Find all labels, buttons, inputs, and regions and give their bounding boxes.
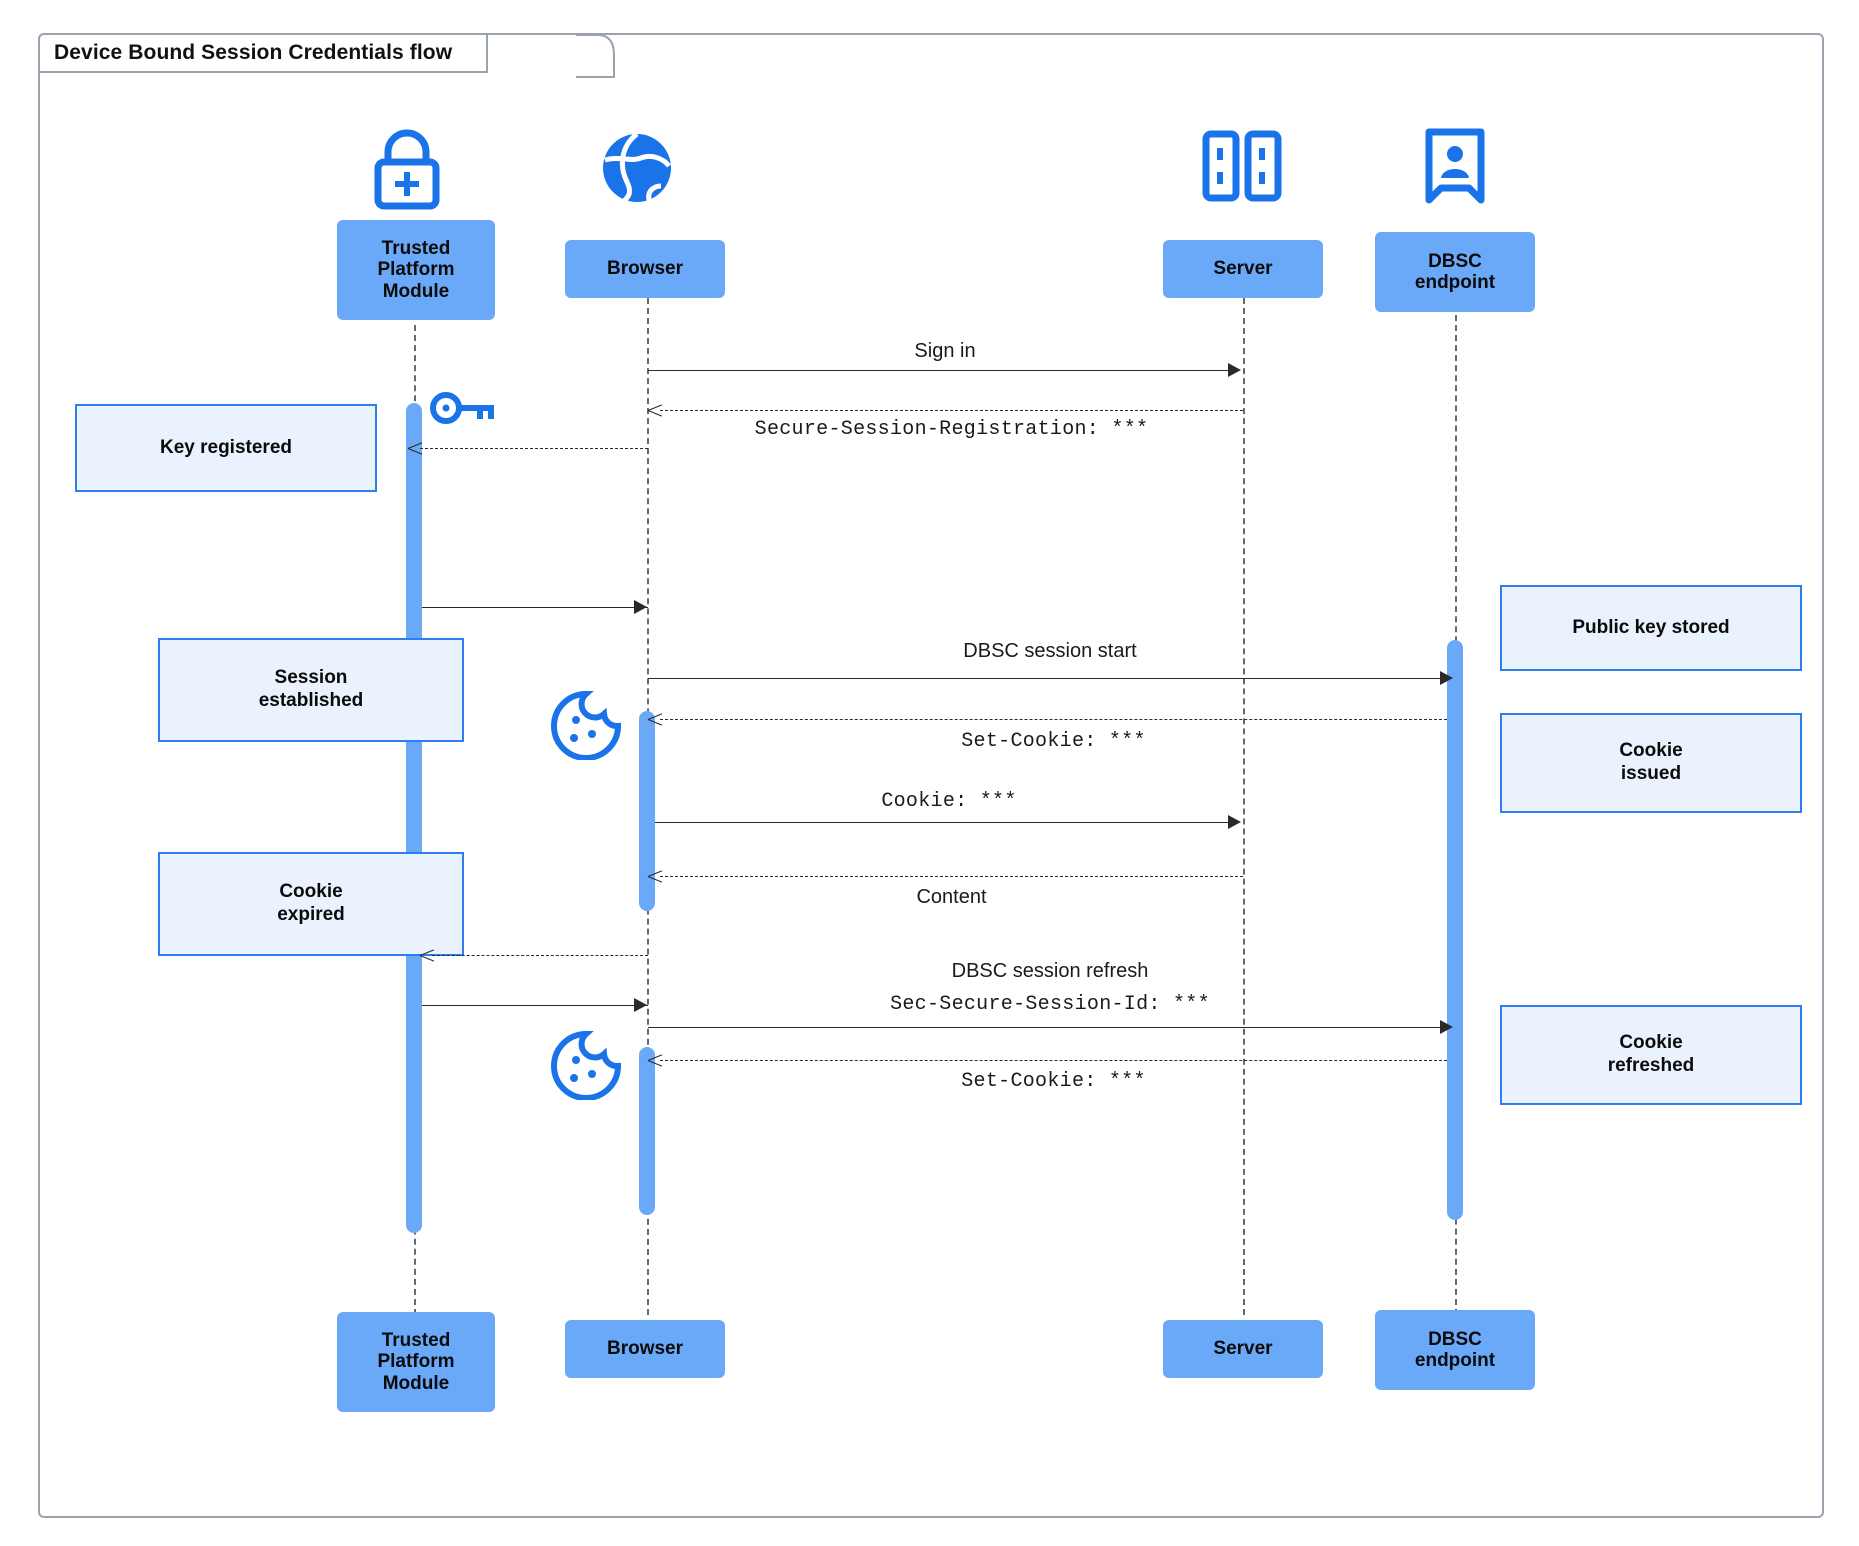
- activation-tpm: [406, 403, 422, 1233]
- arrowhead-right: [1440, 671, 1453, 685]
- note-label-line: Cookie: [1619, 1032, 1683, 1054]
- arrowhead-open-left: [648, 1053, 662, 1067]
- message-label-set-cookie-1: Set-Cookie: ***: [961, 730, 1146, 753]
- badge-icon: [1423, 128, 1487, 204]
- note-label-line: refreshed: [1607, 1055, 1695, 1076]
- participant-label: Server: [1213, 258, 1273, 280]
- message-line-cookie: [655, 822, 1228, 823]
- participant-label-line: Platform: [377, 259, 455, 281]
- message-line-to-tpm-register: [420, 448, 648, 449]
- note-cookie-issued: [1500, 713, 1802, 813]
- message-line-browser-to-tpm: [432, 955, 648, 956]
- participant-label-line: Module: [382, 280, 450, 302]
- arrowhead-open-left: [648, 712, 662, 726]
- participant-tpm-bottom[interactable]: [337, 1312, 495, 1412]
- participant-browser-top[interactable]: [565, 240, 725, 298]
- note-label-line: established: [258, 690, 364, 711]
- message-label-content: Content: [916, 886, 987, 908]
- note-public-key-stored: [1500, 585, 1802, 671]
- message-line-sign-in: [648, 370, 1228, 371]
- lock-icon: [368, 128, 446, 210]
- note-label-line: expired: [277, 904, 345, 925]
- note-label: Public key stored: [1572, 616, 1730, 638]
- frame-tab-notch: [576, 33, 616, 79]
- message-line-tpm-to-browser: [422, 607, 648, 608]
- participant-dbsc-top[interactable]: [1375, 232, 1535, 312]
- key-icon: [430, 385, 500, 431]
- cookie-icon: [550, 690, 622, 760]
- message-label-sec-secure-session-id: Sec-Secure-Session-Id: ***: [890, 993, 1210, 1016]
- message-line-set-cookie-2: [660, 1060, 1447, 1061]
- message-label-secure-session-registration: Secure-Session-Registration: ***: [754, 418, 1149, 441]
- participant-label-line: endpoint: [1414, 1350, 1496, 1371]
- note-cookie-refreshed: [1500, 1005, 1802, 1105]
- activation-dbsc: [1447, 640, 1463, 1220]
- participant-server-top[interactable]: [1163, 240, 1323, 298]
- arrowhead-open-left: [648, 403, 662, 417]
- note-label-line: Cookie: [279, 881, 343, 903]
- participant-label-line: Trusted: [381, 1330, 451, 1352]
- participant-label-line: Trusted: [381, 238, 451, 260]
- lifeline-server: [1243, 278, 1245, 1315]
- arrowhead-right: [1228, 815, 1241, 829]
- participant-label: Browser: [606, 1338, 684, 1360]
- participant-label-line: DBSC: [1428, 1328, 1482, 1350]
- arrowhead-right: [1440, 1020, 1453, 1034]
- arrowhead-open-left: [648, 869, 662, 883]
- diagram-title-tab: [38, 33, 488, 73]
- note-label-line: issued: [1620, 763, 1682, 784]
- participant-tpm-top[interactable]: [337, 220, 495, 320]
- participant-label-line: Module: [382, 1372, 450, 1394]
- server-icon: [1200, 130, 1284, 202]
- message-label-cookie: Cookie: ***: [881, 790, 1017, 813]
- note-label-line: Session: [274, 667, 348, 689]
- message-line-set-cookie-1: [660, 719, 1447, 720]
- message-label-dbsc-session-refresh: DBSC session refresh: [951, 960, 1149, 982]
- activation-browser-2: [639, 1047, 655, 1215]
- note-label: Key registered: [159, 436, 292, 458]
- message-label-dbsc-session-start: DBSC session start: [963, 640, 1137, 662]
- participant-label-line: Platform: [377, 1351, 455, 1373]
- participant-browser-bottom[interactable]: [565, 1320, 725, 1378]
- participant-label-line: DBSC: [1428, 250, 1482, 272]
- message-label-set-cookie-2: Set-Cookie: ***: [961, 1070, 1146, 1093]
- message-line-secure-session-registration: [660, 410, 1243, 411]
- participant-label-line: endpoint: [1414, 272, 1496, 293]
- message-line-content: [660, 876, 1243, 877]
- cookie-icon: [550, 1030, 622, 1100]
- message-line-tpm-to-browser-refresh: [422, 1005, 648, 1006]
- participant-label: Browser: [606, 258, 684, 280]
- message-line-dbsc-session-start: [648, 678, 1450, 679]
- participant-label: Server: [1213, 1338, 1273, 1360]
- arrowhead-right: [634, 600, 647, 614]
- message-label-sign-in: Sign in: [914, 340, 976, 362]
- note-key-registered: [75, 404, 377, 492]
- arrowhead-open-left: [408, 441, 422, 455]
- note-label-line: Cookie: [1619, 740, 1683, 762]
- arrowhead-right: [1228, 363, 1241, 377]
- note-session-established: [158, 638, 464, 742]
- globe-icon: [597, 128, 677, 208]
- page-title: Device Bound Session Credentials flow: [54, 41, 453, 64]
- arrowhead-open-left: [420, 948, 434, 962]
- arrowhead-right: [634, 998, 647, 1012]
- participant-server-bottom[interactable]: [1163, 1320, 1323, 1378]
- participant-dbsc-bottom[interactable]: [1375, 1310, 1535, 1390]
- message-line-dbsc-session-refresh: [648, 1027, 1450, 1028]
- note-cookie-expired: [158, 852, 464, 956]
